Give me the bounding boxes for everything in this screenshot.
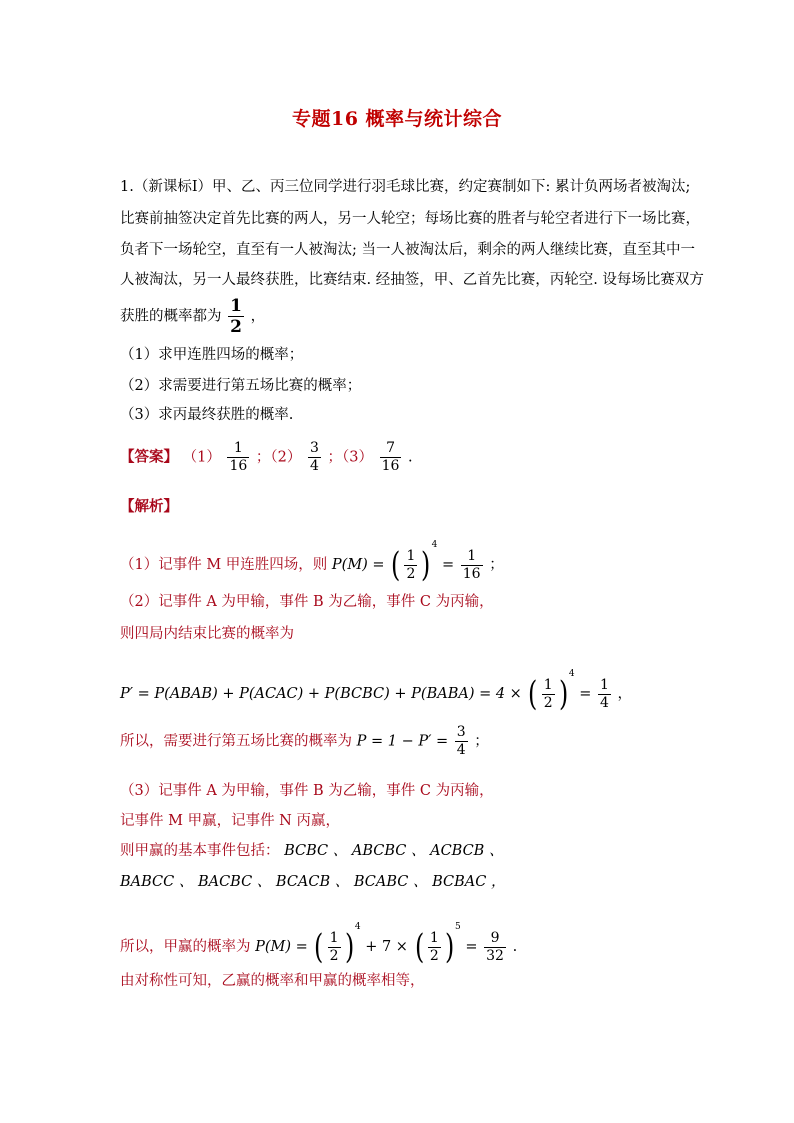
solution-3-conclusion [120,917,517,965]
answer-part-1-label: （1） [182,449,221,466]
fraction-denominator: 16 [229,458,248,474]
question-line-5-suffix: ， [250,308,266,325]
sub-question-1: （1）求甲连胜四场的概率； [120,347,304,363]
left-paren: ( [314,927,324,967]
exponent: 5 [455,922,461,932]
answer-line [120,440,413,475]
answer-3-fraction [380,440,402,475]
formula-text: P′ = P(ABAB) + P(ACAC) + P(BCBC) + P(BABA) = 4 × [120,686,522,702]
plus-seven-times: + 7 × [365,939,408,955]
fraction-numerator: 9 [484,930,506,948]
fraction-numerator: 7 [380,440,402,458]
question-line-4: 人被淘汰，另一人最终获胜，比赛结束. 经抽签，甲、乙首先比赛，丙轮空. 设每场比赛双方 [120,272,704,288]
events-prefix: 则甲赢的基本事件包括： [120,843,280,859]
conclusion-text: 所以，需要进行第五场比赛的概率为 [120,733,352,750]
fraction-denominator: 4 [456,742,466,758]
fraction-numerator: 1 [406,547,416,564]
solution-2-line-2: 则四局内结束比赛的概率为 [120,626,294,642]
conclusion-math: P = 1 − P′ = [356,733,449,750]
left-paren: ( [414,927,424,967]
right-paren: ) [344,927,354,967]
fraction-numerator: 3 [456,724,466,740]
conclusion-end: ； [474,733,489,750]
solution-2-conclusion [120,724,489,759]
solution-2-conclusion-fraction [455,724,468,759]
exponent: 4 [431,540,438,550]
fraction-denominator: 4 [600,694,609,711]
fraction-denominator: 16 [381,458,400,474]
solution-1-text: （1）记事件 M 甲连胜四场，则 [120,557,328,573]
fraction-numerator: 1 [543,676,553,693]
fraction-numerator: 1 [461,548,483,566]
answer-2-fraction [308,440,321,475]
answer-1-fraction [227,440,249,475]
sub-question-2: （2）求需要进行第五场比赛的概率； [120,378,362,394]
question-line-5 [120,296,265,337]
fraction-denominator: 2 [329,947,339,964]
half-fraction [328,930,341,965]
half-fraction [428,930,441,965]
answer-end: . [408,449,413,466]
fraction-denominator: 2 [406,565,416,582]
fraction-denominator: 32 [486,947,504,964]
fraction-numerator: 1 [329,929,339,946]
exponent: 4 [354,922,361,932]
solution-2-formula-end: ， [617,686,633,702]
solution-1-end: ； [489,557,504,573]
solution-1-result-fraction [461,548,483,583]
conclusion-lhs: P(M) = [255,939,308,955]
analysis-label: 【解析】 [120,498,178,515]
solution-3-line-4: BABCC 、 BACBC 、 BCACB 、 BCABC 、 BCBAC ， [120,874,506,890]
half-fraction [542,677,555,712]
solution-2-line-1: （2）记事件 A 为甲输，事件 B 为乙输，事件 C 为丙输， [120,594,494,610]
fraction-numerator: 1 [429,929,439,946]
answer-label: 【答案】 [120,448,178,466]
right-paren: ) [558,674,568,714]
right-paren: ) [421,545,431,585]
left-paren: ( [391,545,401,585]
solution-1-lhs: P(M) = [331,557,385,573]
half-fraction [404,548,417,583]
symmetry-line: 由对称性可知，乙赢的概率和甲赢的概率相等， [120,973,425,989]
equals-sign: = [579,686,592,702]
question-line-2: 比赛前抽签决定首先比赛的两人，另一人轮空；每场比赛的胜者与轮空者进行下一场比赛， [120,211,700,227]
solution-3-line-2: 记事件 M 甲赢，记事件 N 丙赢， [120,813,340,829]
answer-part-2-label: ；（2） [255,449,302,466]
left-paren: ( [528,674,538,714]
probability-half-fraction [228,296,244,337]
fraction-numerator: 1 [227,440,249,458]
fraction-numerator: 3 [309,440,319,456]
solution-2-result-fraction [598,677,611,712]
fraction-denominator: 2 [429,947,439,964]
fraction-denominator: 2 [543,694,553,711]
solution-3-result-fraction [484,930,506,965]
solution-2-formula [120,664,632,712]
solution-3-line-1: （3）记事件 A 为甲输，事件 B 为乙输，事件 C 为丙输， [120,783,494,799]
events-list-1: BCBC 、 ABCBC 、 ACBCB 、 [284,843,504,859]
fraction-denominator: 4 [309,458,319,474]
fraction-denominator: 16 [462,565,481,582]
solution-3-line-3 [120,841,503,861]
equals-sign: = [465,939,478,955]
page-title: 专题16 概率与统计综合 [291,108,503,130]
fraction-numerator: 1 [600,676,609,693]
question-line-5-text: 获胜的概率都为 [120,308,222,325]
fraction-denominator: 2 [230,317,242,337]
right-paren: ) [444,927,455,967]
conclusion-text: 所以，甲赢的概率为 [120,939,251,955]
equals-sign: = [442,557,455,573]
question-line-1: 1.（新课标Ⅰ）甲、乙、丙三位同学进行羽毛球比赛，约定赛制如下: 累计负两场者被淘汰; [120,179,691,195]
sub-question-3: （3）求丙最终获胜的概率. [120,407,294,423]
conclusion-end: . [512,939,518,955]
solution-1 [120,535,504,583]
exponent: 4 [568,669,575,679]
answer-part-3-label: ；（3） [327,449,373,466]
fraction-numerator: 1 [230,296,242,316]
question-line-3: 负者下一场轮空，直至有一人被淘汰; 当一人被淘汰后，剩余的两人继续比赛，直至其中一 [120,242,695,258]
